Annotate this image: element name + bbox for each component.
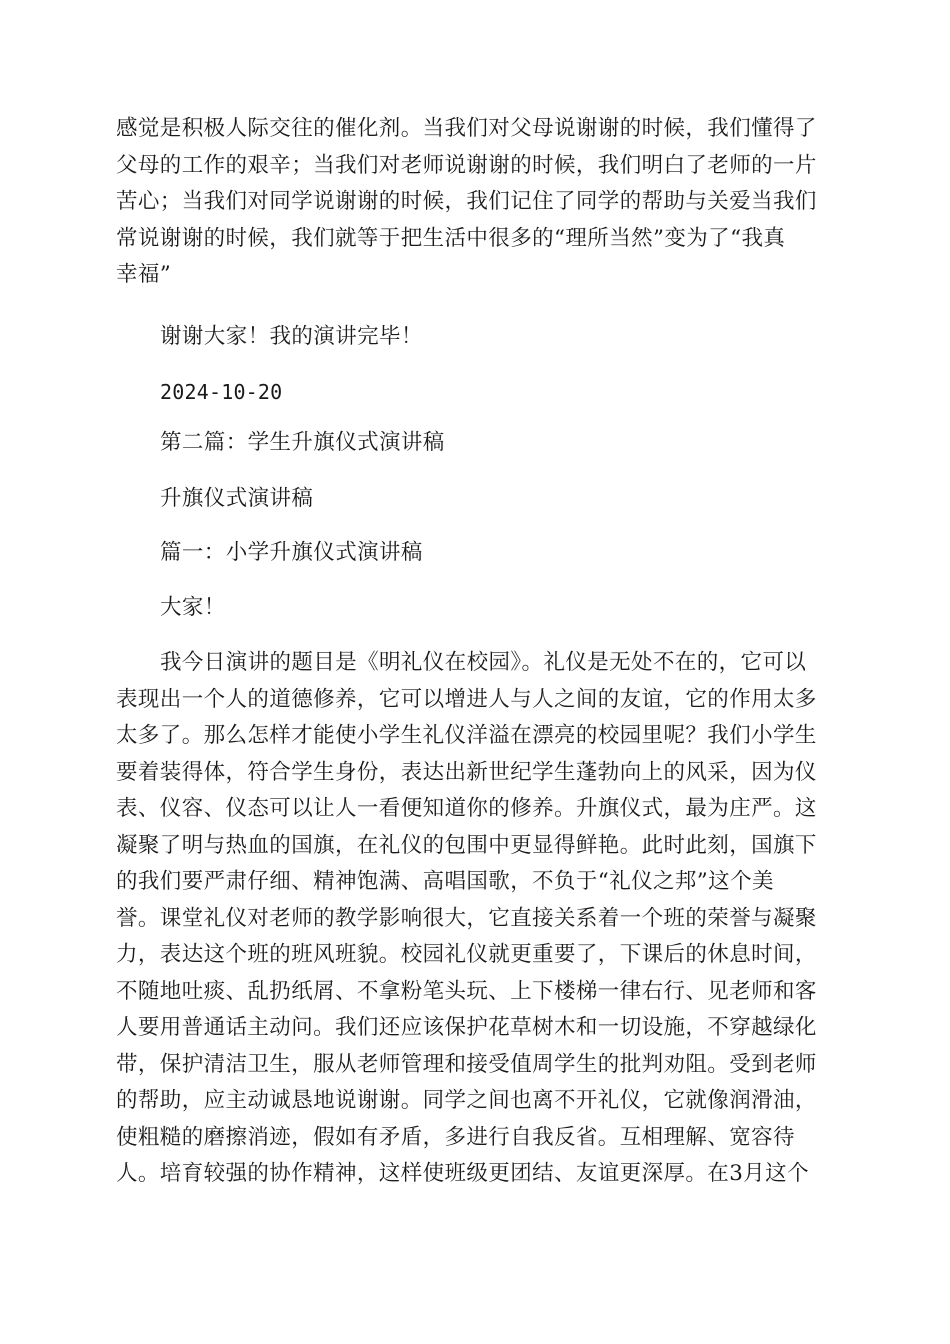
body-line-11: 人要用普通话主动问。我们还应该保护花草树木和一切设施，不穿越绿化 [116,1015,817,1040]
section-title-text: 第二篇：学生升旗仪式演讲稿 [160,430,445,455]
article-title [116,535,878,572]
greeting-text: 大家！ [160,595,226,620]
body-line-6: 凝聚了明与热血的国旗，在礼仪的包围中更显得鲜艳。此时此刻，国旗下 [116,832,817,858]
body-line-15: 人。培育较强的协作精神，这样使班级更团结、友谊更深厚。在3月这个 [116,1161,809,1186]
body-line-12: 带，保护清洁卫生，服从老师管理和接受值周学生的批判劝阻。受到老师 [116,1051,817,1077]
subtitle-text: 升旗仪式演讲稿 [160,486,314,511]
body-line-13: 的帮助，应主动诚恳地说谢谢。同学之间也离不开礼仪，它就像润滑油， [116,1088,817,1113]
body-line-2: 表现出一个人的道德修养，它可以增进人与人之间的友谊，它的作用太多 [116,686,817,712]
article-title-text: 篇一：小学升旗仪式演讲稿 [160,540,423,565]
greeting [116,590,878,627]
body-line-4: 要着装得体，符合学生身份，表达出新世纪学生蓬勃向上的风采，因为仪 [116,759,817,785]
body-line-9: 力，表达这个班的班风班貌。校园礼仪就更重要了，下课后的休息时间， [116,942,817,967]
date-text: 2024-10-20 [160,380,283,404]
body-line-7: 的我们要严肃仔细、精神饱满、高唱国歌，不负于“礼仪之邦”这个美 [116,869,774,894]
body-paragraph [116,645,834,1193]
section-title [116,425,878,462]
closing-text: 谢谢大家！我的演讲完毕！ [160,324,423,349]
body-line-1: 我今日演讲的题目是《明礼仪在校园》。礼仪是无处不在的，它可以 [160,650,807,675]
intro-line-4: 常说谢谢的时候，我们就等于把生活中很多的“理所当然”变为了“我真 [116,225,786,251]
intro-line-1: 感觉是积极人际交往的催化剂。当我们对父母说谢谢的时候，我们懂得了 [116,116,817,141]
intro-line-3: 苦心；当我们对同学说谢谢的时候，我们记住了同学的帮助与关爱当我们 [116,189,817,214]
body-line-3: 太多了。那么怎样才能使小学生礼仪洋溢在漂亮的校园里呢？我们小学生 [116,723,817,748]
body-line-14: 使粗糙的磨擦消迹，假如有矛盾，多进行自我反省。互相理解、宽容待 [116,1124,795,1150]
intro-line-5: 幸福” [116,262,172,287]
subtitle [116,481,878,518]
date-line [116,374,878,411]
closing-line [116,319,878,356]
body-line-10: 不随地吐痰、乱扔纸屑、不拿粉笔头玩、上下楼梯一律右行、见老师和客 [116,978,817,1004]
intro-line-2: 父母的工作的艰辛；当我们对老师说谢谢的时候，我们明白了老师的一片 [116,152,817,178]
body-line-5: 表、仪容、仪态可以让人一看便知道你的修养。升旗仪式，最为庄严。这 [116,796,817,821]
intro-paragraph [116,111,834,294]
body-line-8: 誉。课堂礼仪对老师的教学影响很大，它直接关系着一个班的荣誉与凝聚 [116,905,817,931]
